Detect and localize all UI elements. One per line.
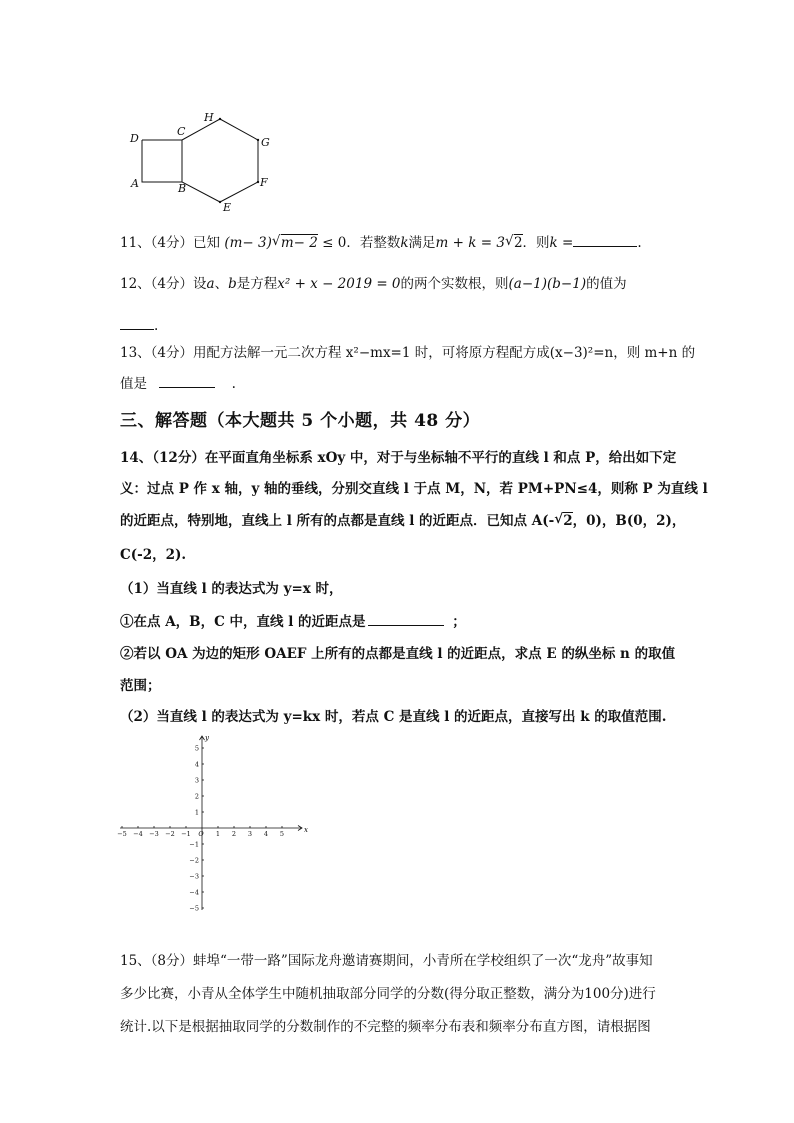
q12-a: a (206, 276, 215, 292)
q11-expr: (m− 3) (224, 235, 272, 251)
x-tick-label: O (198, 830, 204, 838)
q11-sqrt: √ m− 2 (271, 233, 318, 251)
q14-part1b-line2: 范围； (120, 678, 161, 694)
q11-mid: 满足 (408, 235, 436, 251)
y-tick-label: 2 (194, 792, 199, 801)
q11-answer-blank[interactable] (573, 233, 637, 247)
coordinate-axes (116, 732, 316, 914)
q11-k: k (400, 235, 409, 251)
x-tick-label: −2 (165, 830, 175, 838)
label-a: A (131, 177, 139, 190)
y-axis-label: y (205, 734, 209, 742)
q11-plus: + k = 3 (452, 235, 505, 251)
q14-part1b-line1: ②若以 OA 为边的矩形 OAEF 上所有的点都是直线 l 的近距点，求点 E 的纵坐标 n 的取值 (120, 646, 676, 662)
label-c: C (177, 125, 186, 138)
q11-eq: = (562, 235, 574, 251)
q11-ineq: ≤ 0．若整数 (322, 235, 401, 251)
q12-expr: (a−1)(b−1) (508, 276, 587, 292)
x-tick-label: 2 (231, 830, 237, 838)
q11-sqrt2: √ 2 (504, 233, 523, 251)
q12-b: b (228, 276, 237, 292)
x-axis-label: x (304, 826, 308, 834)
question-13: 13、（4分）用配方法解一元二次方程 x²−mx=1 时，可将原方程配方成(x−3)²=n，则 m+n 的 (120, 345, 696, 361)
question-15-line1: 15、（8分）蚌埠“一带一路”国际龙舟邀请赛期间，小青所在学校组织了一次“龙舟”故事知 (120, 953, 653, 969)
x-tick-label: 3 (247, 830, 253, 838)
label-d: D (130, 132, 139, 145)
q14-part1a: ①在点 A，B，C 中，直线 l 的近距点是 ； (120, 614, 466, 630)
y-tick-label: −5 (189, 904, 199, 913)
y-tick-label: 5 (194, 744, 199, 753)
q14-answer-blank[interactable] (368, 612, 444, 626)
q12-answer-line: . (120, 316, 158, 335)
x-tick-label: 1 (215, 830, 221, 838)
q14-part2: （2）当直线 l 的表达式为 y=kx 时，若点 C 是直线 l 的近距点，直接写出 k 的取值范围. (120, 709, 667, 725)
y-tick-label: −2 (189, 856, 199, 865)
question-14-line3: 的近距点，特别地，直线上 l 所有的点都是直线 l 的近距点．已知点 A(- √ 2，0)，B(0，2)， (120, 511, 686, 529)
y-tick-label: −3 (189, 872, 199, 881)
y-tick-label: −1 (189, 840, 199, 849)
q13-line2: 值是 . (120, 376, 236, 392)
y-tick-label: −4 (189, 888, 199, 897)
q11-number: 11、（4分）已知 (120, 235, 221, 251)
question-14-line4: C(-2，2). (120, 547, 187, 563)
q12-number: 12、（4分）设 (120, 276, 207, 292)
x-tick-label: −5 (117, 830, 127, 838)
x-tick-label: 5 (279, 830, 285, 838)
x-tick-label: −4 (133, 830, 143, 838)
q11-k2: k (549, 235, 558, 251)
square-hexagon-figure (120, 105, 290, 220)
question-15-line2: 多少比赛，小青从全体学生中随机抽取部分同学的分数(得分取正整数，满分为100分)进行 (120, 986, 656, 1002)
question-11: 11、（4分）已知 (m− 3) √ m− 2 ≤ 0．若整数k满足m + k = 3 √ 2．则k = . (120, 233, 642, 251)
q13-answer-blank[interactable] (159, 374, 215, 388)
q11-tail: ．则 (522, 235, 550, 251)
x-tick-label: −1 (181, 830, 191, 838)
question-12: 12、（4分）设a、b是方程x² + x − 2019 = 0的两个实数根，则(a−1)(b−1)的值为 (120, 276, 627, 292)
question-15-line3: 统计.以下是根据抽取同学的分数制作的不完整的频率分布表和频率分布直方图，请根据图 (120, 1019, 651, 1035)
hexagon-bchgfe (182, 119, 258, 202)
label-b: B (178, 182, 187, 195)
label-f: F (260, 176, 268, 189)
label-e: E (223, 201, 232, 214)
q14-sqrt2: √ 2 (554, 511, 573, 529)
x-tick-label: 4 (263, 830, 269, 838)
x-tick-label: −3 (149, 830, 159, 838)
y-tick-label: 3 (194, 776, 199, 785)
square-abcd (142, 140, 182, 182)
question-14-line2: 义：过点 P 作 x 轴，y 轴的垂线，分别交直线 l 于点 M，N，若 PM+PN≤4，则称 P 为直线 l (120, 481, 708, 497)
label-h: H (204, 111, 214, 124)
q11-m: m (435, 235, 449, 251)
label-g: G (261, 136, 270, 149)
y-tick-label: 1 (194, 808, 199, 817)
q12-equation: x² + x − 2019 = 0 (277, 276, 401, 292)
q12-answer-blank[interactable] (120, 316, 154, 330)
section-3-heading: 三、解答题（本大题共 5 个小题，共 48 分） (120, 411, 481, 431)
y-tick-label: 4 (194, 760, 199, 769)
question-14-line1: 14、（12分）在平面直角坐标系 xOy 中，对于与坐标轴不平行的直线 l 和点 P，给出如下定 (120, 450, 677, 466)
q14-part1: （1）当直线 l 的表达式为 y=x 时， (120, 581, 343, 597)
